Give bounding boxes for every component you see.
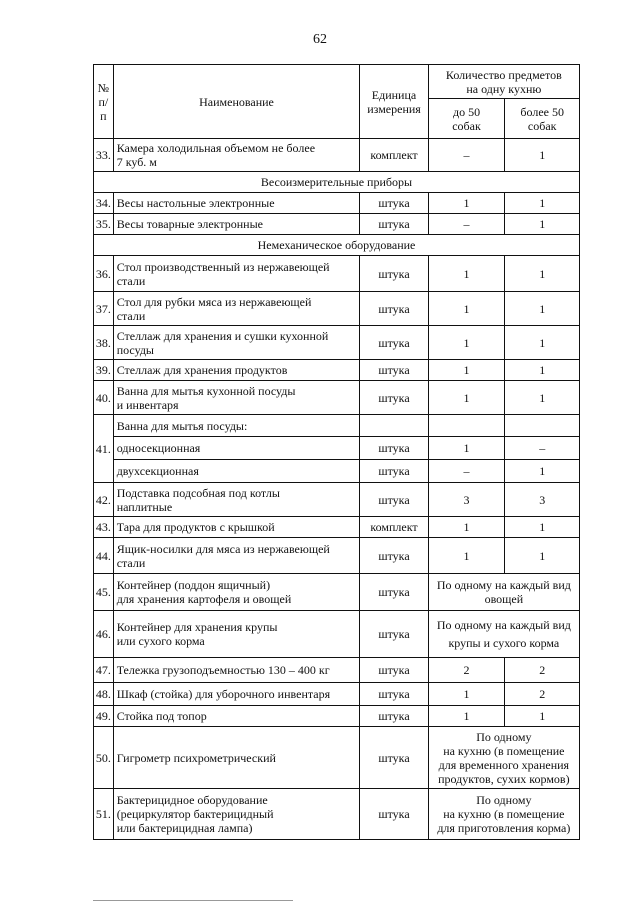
row-num: 50. <box>94 727 114 789</box>
row-qty2: 3 <box>505 483 580 517</box>
section-row <box>94 235 580 256</box>
row-unit: штука <box>360 538 428 574</box>
row-qty1: 2 <box>428 658 505 683</box>
row-unit: штука <box>360 574 428 611</box>
row-qty2: 1 <box>505 214 580 235</box>
row-unit: штука <box>360 460 428 483</box>
table-subrow <box>94 437 580 460</box>
row-num: 47. <box>94 658 114 683</box>
footer-rule <box>93 900 293 901</box>
row-num: 40. <box>94 381 114 415</box>
row-qty2: 1 <box>505 292 580 326</box>
row-name: Шкаф (стойка) для уборочного инвентаря <box>113 683 360 706</box>
table-row <box>94 256 580 292</box>
row-qty2: 1 <box>505 460 580 483</box>
row-name: Весы товарные электронные <box>113 214 360 235</box>
row-num: 41. <box>94 415 114 483</box>
row-num: 48. <box>94 683 114 706</box>
row-qty2: 2 <box>505 658 580 683</box>
row-qty1: 1 <box>428 381 505 415</box>
page-number: 62 <box>313 32 327 47</box>
row-unit-empty <box>360 415 428 437</box>
table-row <box>94 415 580 437</box>
row-unit: штука <box>360 326 428 360</box>
row-qty-merged: По одному на каждый вид овощей <box>428 574 579 611</box>
row-qty2: 1 <box>505 381 580 415</box>
row-num: 45. <box>94 574 114 611</box>
row-qty1: 1 <box>428 256 505 292</box>
table-row <box>94 214 580 235</box>
row-qty2: 1 <box>505 193 580 214</box>
row-name: Бактерицидное оборудование (рециркулятор бактерицидный или бактерицидная лампа) <box>113 789 360 840</box>
row-num: 38. <box>94 326 114 360</box>
row-unit: штука <box>360 706 428 727</box>
section-title: Весоизмерительные приборы <box>94 172 580 193</box>
header-num: № п/п <box>94 65 114 139</box>
section-title: Немеханическое оборудование <box>94 235 580 256</box>
table-row <box>94 381 580 415</box>
table-row <box>94 574 580 611</box>
table-row <box>94 517 580 538</box>
row-qty2: 1 <box>505 517 580 538</box>
row-name: Контейнер (поддон ящичный) для хранения картофеля и овощей <box>113 574 360 611</box>
row-qty1-empty <box>428 415 505 437</box>
table-row <box>94 483 580 517</box>
row-num: 42. <box>94 483 114 517</box>
table-row <box>94 727 580 789</box>
section-row <box>94 172 580 193</box>
row-num: 51. <box>94 789 114 840</box>
table-subrow <box>94 460 580 483</box>
row-unit: штука <box>360 193 428 214</box>
table-row <box>94 139 580 172</box>
table-row <box>94 789 580 840</box>
row-num: 37. <box>94 292 114 326</box>
row-qty1: 1 <box>428 292 505 326</box>
row-qty2: 1 <box>505 139 580 172</box>
row-name: Подставка подсобная под котлы наплитные <box>113 483 360 517</box>
table-row <box>94 193 580 214</box>
table-row <box>94 611 580 658</box>
row-num: 44. <box>94 538 114 574</box>
row-qty1: 1 <box>428 437 505 460</box>
row-qty1: 1 <box>428 538 505 574</box>
row-num: 39. <box>94 360 114 381</box>
row-name: Ванна для мытья посуды: <box>113 415 360 437</box>
row-unit: штука <box>360 683 428 706</box>
table-row <box>94 360 580 381</box>
row-qty-merged: По одному на кухню (в помещение для приготовления корма) <box>428 789 579 840</box>
row-qty2: 1 <box>505 256 580 292</box>
row-unit: штука <box>360 214 428 235</box>
row-unit: штука <box>360 381 428 415</box>
table-row <box>94 326 580 360</box>
row-name: Стеллаж для хранения продуктов <box>113 360 360 381</box>
row-name: Стеллаж для хранения и сушки кухонной посуды <box>113 326 360 360</box>
row-qty2: 1 <box>505 706 580 727</box>
row-unit: штука <box>360 360 428 381</box>
row-num: 43. <box>94 517 114 538</box>
row-qty1: 1 <box>428 683 505 706</box>
row-unit: штука <box>360 727 428 789</box>
row-qty2: – <box>505 437 580 460</box>
row-unit: комплект <box>360 517 428 538</box>
header-row <box>94 65 580 99</box>
row-qty-merged: По одному на каждый вид крупы и сухого корма <box>428 611 579 658</box>
row-name: Ящик-носилки для мяса из нержавеющей стали <box>113 538 360 574</box>
table-row <box>94 706 580 727</box>
row-unit: штука <box>360 658 428 683</box>
row-unit: штука <box>360 437 428 460</box>
row-name: Контейнер для хранения крупы или сухого корма <box>113 611 360 658</box>
row-name: односекционная <box>113 437 360 460</box>
row-qty2: 1 <box>505 360 580 381</box>
row-unit: штука <box>360 789 428 840</box>
row-unit: штука <box>360 483 428 517</box>
row-name: Весы настольные электронные <box>113 193 360 214</box>
row-qty1: 3 <box>428 483 505 517</box>
row-qty1: 1 <box>428 706 505 727</box>
row-name: Стол производственный из нержавеющей стали <box>113 256 360 292</box>
row-qty2: 2 <box>505 683 580 706</box>
row-qty1: – <box>428 214 505 235</box>
row-name: Камера холодильная объемом не более 7 куб. м <box>113 139 360 172</box>
row-qty1: – <box>428 460 505 483</box>
row-unit: штука <box>360 256 428 292</box>
row-qty-merged: По одному на кухню (в помещение для временного хранения продуктов, сухих кормов) <box>428 727 579 789</box>
equipment-table <box>93 64 580 840</box>
row-name: Тара для продуктов с крышкой <box>113 517 360 538</box>
row-qty1: 1 <box>428 360 505 381</box>
row-unit: комплект <box>360 139 428 172</box>
row-unit: штука <box>360 611 428 658</box>
row-name: двухсекционная <box>113 460 360 483</box>
header-name: Наименование <box>113 65 360 139</box>
header-qty-col1: до 50 собак <box>428 99 505 139</box>
row-qty2-empty <box>505 415 580 437</box>
row-num: 46. <box>94 611 114 658</box>
header-unit: Единица измерения <box>360 65 428 139</box>
row-num: 36. <box>94 256 114 292</box>
header-qty-group: Количество предметов на одну кухню <box>428 65 579 99</box>
header-qty-col2: более 50 собак <box>505 99 580 139</box>
row-name: Стойка под топор <box>113 706 360 727</box>
row-num: 35. <box>94 214 114 235</box>
table-row <box>94 683 580 706</box>
row-name: Тележка грузоподъемностью 130 – 400 кг <box>113 658 360 683</box>
row-qty1: 1 <box>428 326 505 360</box>
row-qty1: 1 <box>428 193 505 214</box>
row-name: Стол для рубки мяса из нержавеющей стали <box>113 292 360 326</box>
row-num: 49. <box>94 706 114 727</box>
row-num: 34. <box>94 193 114 214</box>
table-row <box>94 658 580 683</box>
row-qty2: 1 <box>505 326 580 360</box>
row-qty1: – <box>428 139 505 172</box>
row-qty1: 1 <box>428 517 505 538</box>
row-name: Ванна для мытья кухонной посуды и инвентаря <box>113 381 360 415</box>
row-num: 33. <box>94 139 114 172</box>
row-qty2: 1 <box>505 538 580 574</box>
table-row <box>94 292 580 326</box>
table-row <box>94 538 580 574</box>
row-name: Гигрометр психрометрический <box>113 727 360 789</box>
row-unit: штука <box>360 292 428 326</box>
